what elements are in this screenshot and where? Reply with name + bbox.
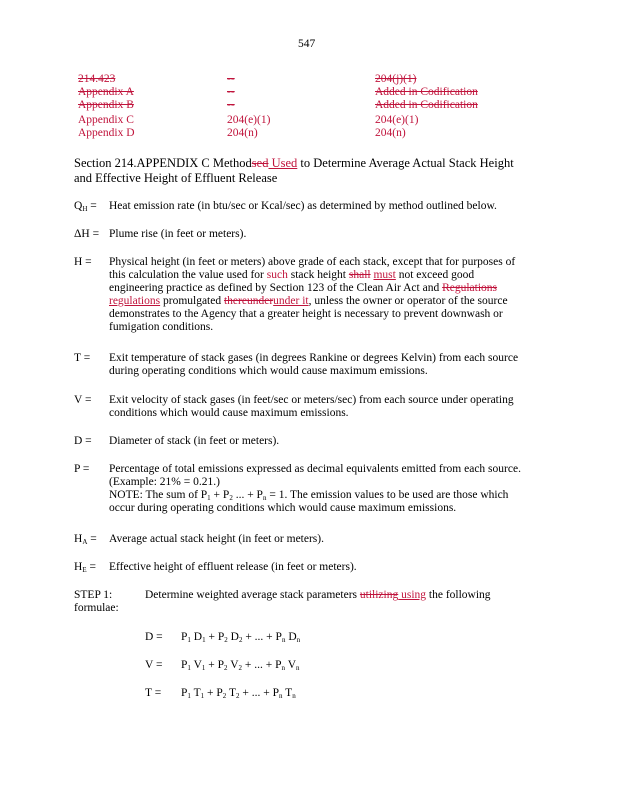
table-row-5-col-b: 204(n)	[227, 127, 258, 139]
deleted-text: Regulations	[442, 282, 498, 294]
table-row-3-col-a: Appendix B	[78, 99, 134, 111]
deleted-text: ed	[256, 156, 269, 170]
def-v-text: Exit velocity of stack gases (in feet/sec or meters/sec) from each source under operating conditions which would cause maximum emissions.	[109, 394, 514, 419]
table-row-4-col-c: 204(e)(1)	[375, 114, 419, 126]
deleted-text: shall	[348, 269, 371, 281]
def-d-symbol: D =	[74, 435, 92, 447]
table-row-3-col-b: --	[227, 99, 235, 111]
def-p-text: Percentage of total emissions expressed as decimal equivalents emitted from each source. (Example: 21% = 0.21.) NOTE: The sum of $P_1 + P_2$ ... + $P_n = 1$. The emission values to be used are those which occur during operating conditions which would cause maximum emissions.	[109, 463, 521, 514]
def-dh-text: Plume rise (in feet or meters).	[109, 228, 247, 240]
deleted-text: thereunder	[223, 295, 274, 307]
inserted-text: Used	[268, 156, 298, 170]
table-row-1-col-c: 204(j)(1)	[375, 73, 417, 85]
inserted-text: such	[266, 269, 288, 281]
def-t-symbol: T =	[74, 352, 91, 364]
table-row-5-col-a: Appendix D	[78, 127, 135, 139]
table-row-2-col-a: Appendix A	[78, 86, 134, 98]
formula-t-rhs: $P_1$ $T_1 + P_2$ $T_2$ + ... + $P_n$ $T_n$	[181, 687, 296, 700]
formula-t-lhs: T =	[145, 687, 162, 699]
table-row-4-col-a: Appendix C	[78, 114, 134, 126]
inserted-text: must	[373, 269, 396, 281]
formula-d-rhs: $P_1$ $D_1 + P_2$ $D_2$ + ... + $P_n$ $D_n$	[181, 631, 301, 644]
step1-label-cont: formulae:	[74, 602, 119, 614]
table-row-1-col-a: 214.423	[78, 73, 116, 85]
def-qh-text: Heat emission rate (in btu/sec or Kcal/sec) as determined by method outlined below.	[109, 200, 497, 212]
def-he-symbol: $H_E$ =	[74, 561, 96, 574]
def-h-text: Physical height (in feet or meters) above grade of each stack, except that for purposes of this calculation the value used for such stack height shall must not exceed good engineering practice as defined by Section 123 of the Clean Air Act and Regulations regulations promulgated thereunderunder it, unless the owner or operator of the source demonstrates to the Agency that a greater height is necessary to prevent downwash or fumigation conditions.	[109, 256, 516, 333]
def-p-symbol: P =	[74, 463, 90, 475]
def-h-symbol: H =	[74, 256, 92, 268]
inserted-text: under it	[273, 295, 309, 307]
def-v-symbol: V =	[74, 394, 92, 406]
inserted-text: using	[398, 589, 427, 601]
def-dh-symbol: ΔH =	[74, 228, 100, 240]
section-heading: Section 214.APPENDIX C Methodsed Used to Determine Average Actual Stack Height	[74, 156, 514, 170]
table-row-2-col-c: Added in Codification	[375, 86, 478, 98]
def-t-text: Exit temperature of stack gases (in degrees Rankine or degrees Kelvin) from each source during operating conditions which would cause maximum emissions.	[109, 352, 519, 377]
table-row-3-col-c: Added in Codification	[375, 99, 478, 111]
section-heading-line2: and Effective Height of Effluent Release	[74, 171, 278, 185]
formula-v-rhs: $P_1$ $V_1 + P_2$ $V_2$ + ... + $P_n$ $V_n$	[181, 659, 300, 672]
table-row-2-col-b: --	[227, 86, 235, 98]
def-qh-symbol: $Q_H$ =	[74, 200, 97, 213]
deleted-text: s	[251, 156, 257, 170]
def-ha-symbol: $H_A$ =	[74, 533, 97, 546]
inserted-text: regulations	[109, 295, 161, 307]
deleted-text: utilizing	[359, 589, 399, 601]
table-row-5-col-c: 204(n)	[375, 127, 406, 139]
step1-text: Determine weighted average stack parameters utilizing using the following	[145, 589, 491, 601]
step1-label: STEP 1:	[74, 589, 113, 601]
page-number: 547	[298, 38, 316, 50]
table-row-1-col-b: --	[227, 73, 235, 85]
formula-v-lhs: V =	[145, 659, 163, 671]
formula-d-lhs: D =	[145, 631, 163, 643]
table-row-4-col-b: 204(e)(1)	[227, 114, 271, 126]
def-he-text: Effective height of effluent release (in feet or meters).	[109, 561, 357, 573]
def-ha-text: Average actual stack height (in feet or meters).	[109, 533, 324, 545]
def-d-text: Diameter of stack (in feet or meters).	[109, 435, 280, 447]
